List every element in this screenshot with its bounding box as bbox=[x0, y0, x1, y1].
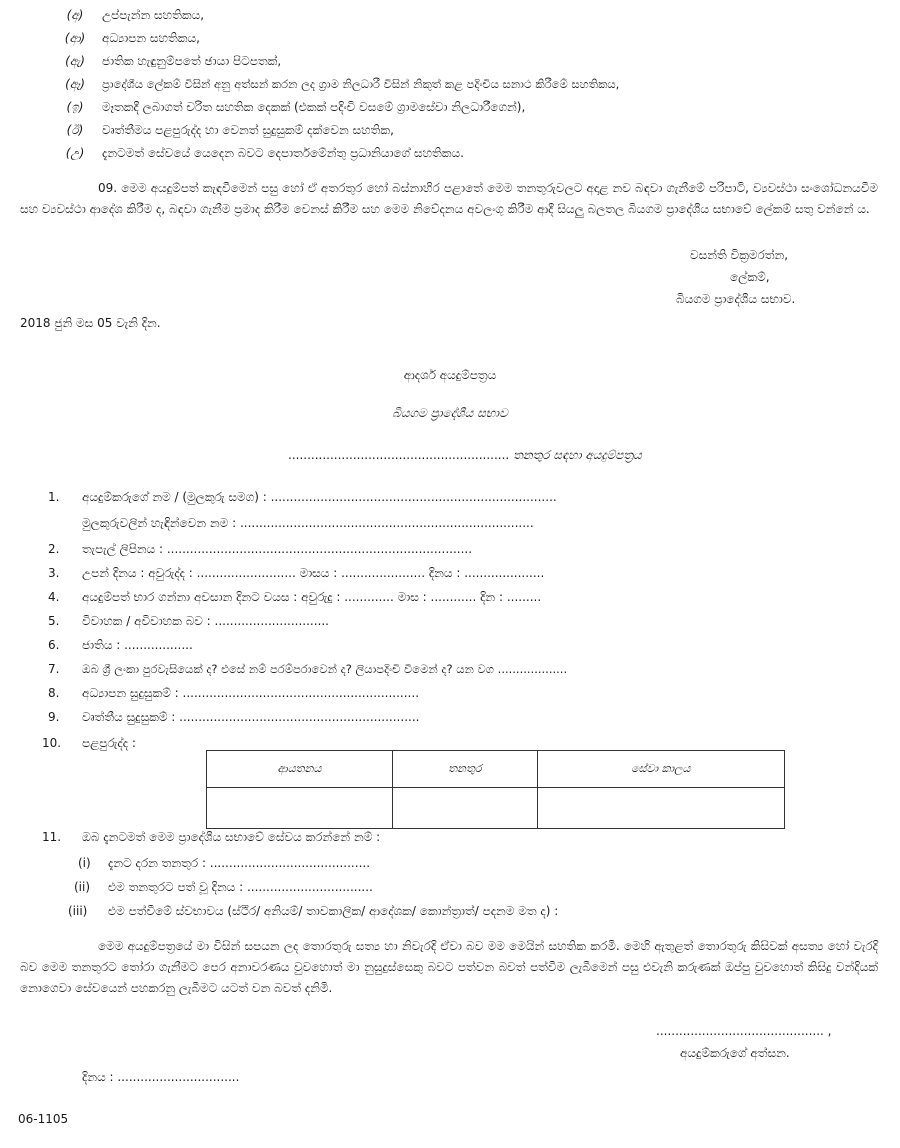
table-header-institution: ආයතනය bbox=[207, 751, 393, 788]
signatory-name: වසන්ති වික්‍රමරත්න, bbox=[690, 248, 789, 262]
list-label: (ආ) bbox=[64, 31, 86, 45]
list-item: උප්පැන්න සහතිකය, bbox=[102, 8, 205, 22]
footer-code: 06-1105 bbox=[18, 1112, 69, 1126]
signature-label: අයදුම්කරුගේ අත්සන. bbox=[680, 1046, 790, 1060]
date-field[interactable]: දිනය : ................................ bbox=[82, 1070, 240, 1084]
nationality-field[interactable]: ජාතිය : .................. bbox=[82, 638, 193, 652]
signatory-office: බියගම ප්‍රාදේශීය සභාව. bbox=[676, 292, 796, 306]
sub-number: (i) bbox=[78, 856, 91, 870]
field-number: 7. bbox=[48, 662, 60, 676]
experience-label: පළපුරුද්ද : bbox=[82, 736, 136, 750]
list-label: (ඇ) bbox=[65, 54, 85, 68]
current-service-label: ඔබ දැනටමත් මෙම ප්‍රාදේශීය සභාවේ සේවය කරන්නේ නම් : bbox=[82, 830, 381, 844]
marital-status-field[interactable]: විවාහක / අවිවාහක බව : .............................. bbox=[82, 614, 329, 628]
list-label: (අ) bbox=[66, 8, 84, 22]
list-label: (ඉ) bbox=[66, 100, 84, 114]
appointment-date-field[interactable]: එම තනතුරට පත් වූ දිනය : ................................. bbox=[108, 880, 373, 894]
table-header-post: තනතුර bbox=[392, 751, 537, 788]
table-cell[interactable] bbox=[537, 788, 784, 829]
professional-field[interactable]: වෘත්තීය සුදුසුකම් : ............................................................... bbox=[82, 710, 420, 724]
field-number: 2. bbox=[48, 542, 60, 556]
sub-number: (iii) bbox=[68, 904, 88, 918]
signatory-title: ලේකම්, bbox=[730, 270, 770, 284]
list-item: ප්‍රාදේශීය ලේකම් විසින් අනු අත්සන් කරන ලද ග්‍රාම නිලධාරී විසින් නිකුත් කළ පදිංචිය සනාථ කිරීමේ සහතිකය, bbox=[102, 77, 620, 91]
list-label: (ඈ) bbox=[65, 77, 85, 91]
declaration bbox=[20, 936, 878, 999]
list-item: වෘත්තීමය පළපුරුද්ද හා වෙනත් සුදුසුකම් දක්වෙන සහතික, bbox=[102, 123, 394, 137]
table-header-service-period: සේවා කාලය bbox=[537, 751, 784, 788]
experience-table bbox=[206, 750, 785, 829]
field-number: 11. bbox=[42, 830, 62, 844]
field-number: 5. bbox=[48, 614, 60, 628]
declaration-text: මෙම අයදුම්පත්‍රයේ මා විසින් සපයන ලද තොරතුරු සත්‍ය හා නිවැරදි ඒවා බව මම මෙයින් සහතික කරමි. මෙහි ඇතුළත් තොරතුරු කිසිවක් අසත්‍ය හෝ වැරදි බව මෙම තනතුරට තෝරා ගැනීමට පෙර අනාවරණය වුවහොත් මා නුසුදුස්සෙකු බවට පත්වන බවත් පත්වීම ලැබීමෙන් පසු එවැනි කරුණක් ඔප්පු වුවහොත් කිසිදු වන්දියක් නොගෙවා සේවයෙන් පහකරනු ලැබීමට යටත් වන බවත් දනිමි. bbox=[20, 939, 878, 995]
citizenship-field[interactable]: ඔබ ශ්‍රී ලංකා පුරවැසියෙක් ද? එසේ නම් පරම්පරාවෙන් ද? ලියාපදිංචි වීමෙන් ද? යන වග ................... bbox=[82, 662, 568, 676]
list-item: ජාතික හැඳුනුම්පතේ ඡායා පිටපතක්, bbox=[102, 54, 282, 68]
sub-number: (ii) bbox=[74, 880, 91, 894]
clause-9-text: 09. මෙම අයදුම්පත් කැඳවීමෙන් පසු හෝ ඒ අතරතුර හෝ බස්නාහිර පළාතේ මෙම තනතුරුවලට අදාළ නව බඳවා ගැනීමේ පරිපාටි, ව්‍යවස්ථා සංශෝධනයවීම සහ ව්‍යවස්ථා ආදේශ කිරීම ද, බඳවා ගැනීම ප්‍රමාද කිරීම වෙනස් කිරීම සහ මෙම නිවේදනය අවලංගු කිරීම ආදී සියලු බලතල බියගම ප්‍රාදේශීය සභාවේ ලේකම් සතු වන්නේ ය. bbox=[20, 181, 878, 216]
post-blank[interactable]: .......................................................... bbox=[288, 448, 510, 462]
initials-name-field[interactable]: මුලකුරුවලින් හැඳින්වෙන නම : ............................................................................. bbox=[82, 516, 534, 530]
form-title: ආදර්ශ අයදුම්පත්‍රය bbox=[403, 368, 497, 382]
post-heading-text: තනතුර සඳහා අයදුම්පත්‍රය bbox=[513, 448, 642, 462]
birth-date-field[interactable]: උපන් දිනය : අවුරුද්ද : .......................... මාසය : ...................... දිනය : ..................... bbox=[82, 566, 545, 580]
education-field[interactable]: අධ්‍යාපන සුදුසුකම් : .............................................................. bbox=[82, 686, 420, 700]
age-field[interactable]: අයදුම්පත් භාර ගන්නා අවසාන දිනට වයස : අවුරුදු : ............. මාස : ............ දින : ......... bbox=[82, 590, 542, 604]
current-post-field[interactable]: දැනට දරන තනතුර : .......................................... bbox=[108, 856, 371, 870]
field-number: 10. bbox=[42, 736, 62, 750]
council-name: බියගම ප්‍රාදේශීය සභාව bbox=[392, 406, 508, 420]
list-item: අධ්‍යාපන සහතිකය, bbox=[102, 31, 200, 45]
notice-date: 2018 ජුනි මස 05 වැනි දින. bbox=[20, 316, 161, 330]
signature-line[interactable]: ............................................ , bbox=[656, 1024, 832, 1038]
list-item: මෑතකදී ලබාගත් චරිත සහතික දෙකක් (එකක් පදිංචි වසමේ ග්‍රාමසේවා නිලධාරීගෙන්), bbox=[102, 100, 526, 114]
applicant-name-field[interactable]: අයදුම්කරුගේ නම / (මුලකුරු සමග) : ........................................................................... bbox=[82, 490, 557, 504]
field-number: 8. bbox=[48, 686, 60, 700]
appointment-nature-field[interactable]: එම පත්වීමේ ස්වභාවය (ස්ථිර/ අනියම්/ තාවකාලික/ ආදේශක/ කොන්ත්‍රාත්/ පදනම මත ද) : bbox=[108, 904, 559, 918]
table-cell[interactable] bbox=[207, 788, 393, 829]
list-item: දැනටමත් සේවයේ යෙදෙන බවට දෙපාර්තමේන්තු ප්‍රධානියාගේ සහතිකය. bbox=[102, 146, 464, 160]
list-label: (ඊ) bbox=[66, 123, 84, 137]
field-number: 4. bbox=[48, 590, 60, 604]
postal-address-field[interactable]: තැපැල් ලිපිනය : ................................................................................ bbox=[82, 542, 473, 556]
field-number: 3. bbox=[48, 566, 60, 580]
field-number: 6. bbox=[48, 638, 60, 652]
field-number: 1. bbox=[48, 490, 60, 504]
list-label: (උ) bbox=[65, 146, 85, 160]
post-heading bbox=[288, 448, 642, 463]
field-number: 9. bbox=[48, 710, 60, 724]
clause-9 bbox=[20, 178, 878, 220]
table-cell[interactable] bbox=[392, 788, 537, 829]
